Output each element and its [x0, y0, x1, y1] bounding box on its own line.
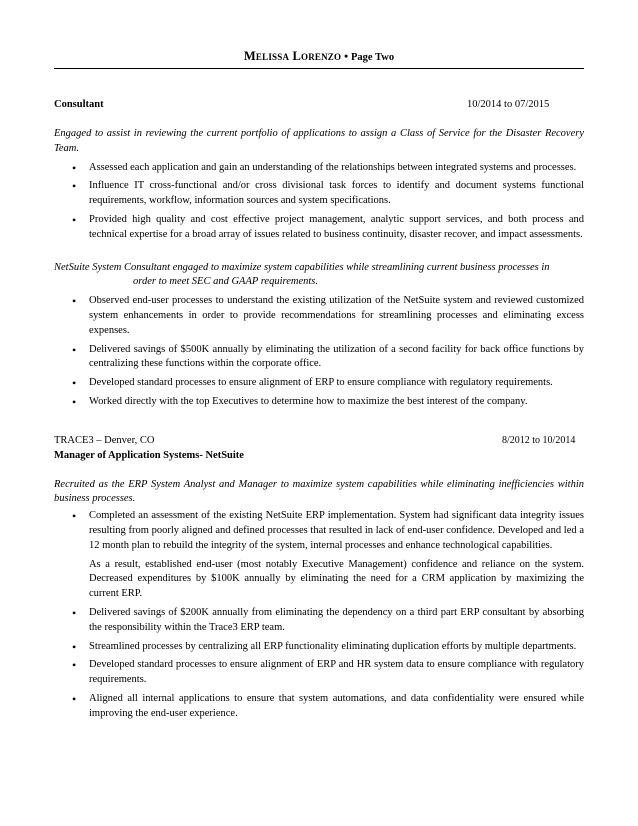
bullet-icon: •	[72, 605, 77, 620]
job2-bullet1-paragraph2: As a result, established end-user (most notably Executive Management) confidence and reliance on the system. Decreased expenditures by $100K annually by eliminating the need for a CRM application by maximizing the current ERP.	[89, 558, 584, 600]
bullet-icon: •	[72, 394, 77, 409]
page-header	[54, 49, 584, 69]
bullet-icon: •	[72, 294, 77, 309]
list-item: • Assessed each application and gain an understanding of the relationships between integrated systems and processes.	[72, 160, 577, 175]
list-item: • Provided high quality and cost effective project management, analytic support services, and both process and technical expertise for a broad array of issues related to business continuity, disaster recover, and impact assessments.	[72, 212, 584, 240]
bullet-icon: •	[72, 639, 77, 654]
bullet-icon: •	[72, 342, 77, 357]
bullet-icon: •	[72, 376, 77, 391]
bullet-icon: •	[72, 691, 77, 706]
job2-bullet1-paragraph1: Completed an assessment of the existing NetSuite ERP implementation. System had significant data integrity issues resulting from poorly aligned and defined processes that resulted in lack of end-user confidence. Developed and led a 12 month plan to rebuild the integrity of the system, internal processes and enhance technological capabilities.	[89, 510, 584, 551]
job1-intro2-line2: order to meet SEC and GAAP requirements.	[133, 276, 318, 288]
job1-intro2-line1: NetSuite System Consultant engaged to maximize system capabilities while streamlining current business processes in	[54, 261, 550, 273]
list-item: • Delivered savings of $200K annually from eliminating the dependency on a third part ERP consultant by absorbing the responsibility within the Trace3 ERP team.	[72, 605, 584, 633]
bullet-icon: •	[72, 509, 77, 524]
bullet-icon: •	[72, 658, 77, 673]
list-item: • Developed standard processes to ensure alignment of ERP and HR system data to ensure compliance with regulatory requirements.	[72, 658, 584, 686]
job2-heading-row	[54, 434, 584, 449]
list-item: • Delivered savings of $500K annually by eliminating the utilization of a second facility for back office functions by centralizing these functions within the corporate office.	[72, 342, 584, 370]
list-item: • Aligned all internal applications to ensure that system automations, and data confidentiality were ensured while improving the end-user experience.	[72, 691, 584, 719]
list-item: • Developed standard processes to ensure alignment of ERP to ensure compliance with regulatory requirements.	[72, 376, 553, 391]
job2-intro: Recruited as the ERP System Analyst and Manager to maximize system capabilities while eliminating inefficiencies within business processes.	[54, 478, 584, 505]
job1-bullets	[54, 161, 584, 243]
job2-company: TRACE3 – Denver, CO	[54, 434, 155, 446]
job1-title: Consultant	[54, 99, 104, 110]
candidate-name: Melissa Lorenzo	[243, 49, 342, 63]
resume-content	[54, 98, 584, 726]
bullet-icon: •	[72, 212, 77, 227]
list-item: • Worked directly with the top Executives to determine how to maximize the best interest of the company.	[72, 394, 528, 409]
job1-intro: Engaged to assist in reviewing the current portfolio of applications to assign a Class of Service for the Disaster Recovery Team.	[54, 128, 584, 154]
list-item: • Streamlined processes by centralizing all ERP functionality eliminating duplication efforts by multiple departments.	[72, 639, 577, 654]
bullet-icon: •	[72, 179, 77, 194]
job1-bullets2	[54, 294, 584, 410]
header-separator: •	[344, 51, 349, 63]
job2-dates: 8/2012 to 10/2014	[502, 434, 576, 446]
list-item	[54, 509, 584, 602]
list-item: • Influence IT cross-functional and/or cross divisional task forces to identify and document systems functional requirements, workflow, information sources and system specifications.	[72, 179, 584, 207]
job1-dates: 10/2014 to 07/2015	[467, 99, 550, 110]
list-item: • Observed end-user processes to understand the existing utilization of the NetSuite system and reviewed customized system enhancements in order to provide recommendations for streamlining processes and eliminating excess expenses.	[72, 294, 584, 336]
job2-bullets	[54, 509, 584, 721]
job2-title: Manager of Application Systems- NetSuite	[54, 449, 244, 461]
bullet-icon: •	[72, 160, 77, 175]
page-label: Page Two	[351, 52, 395, 63]
job1-heading-row	[54, 98, 584, 113]
